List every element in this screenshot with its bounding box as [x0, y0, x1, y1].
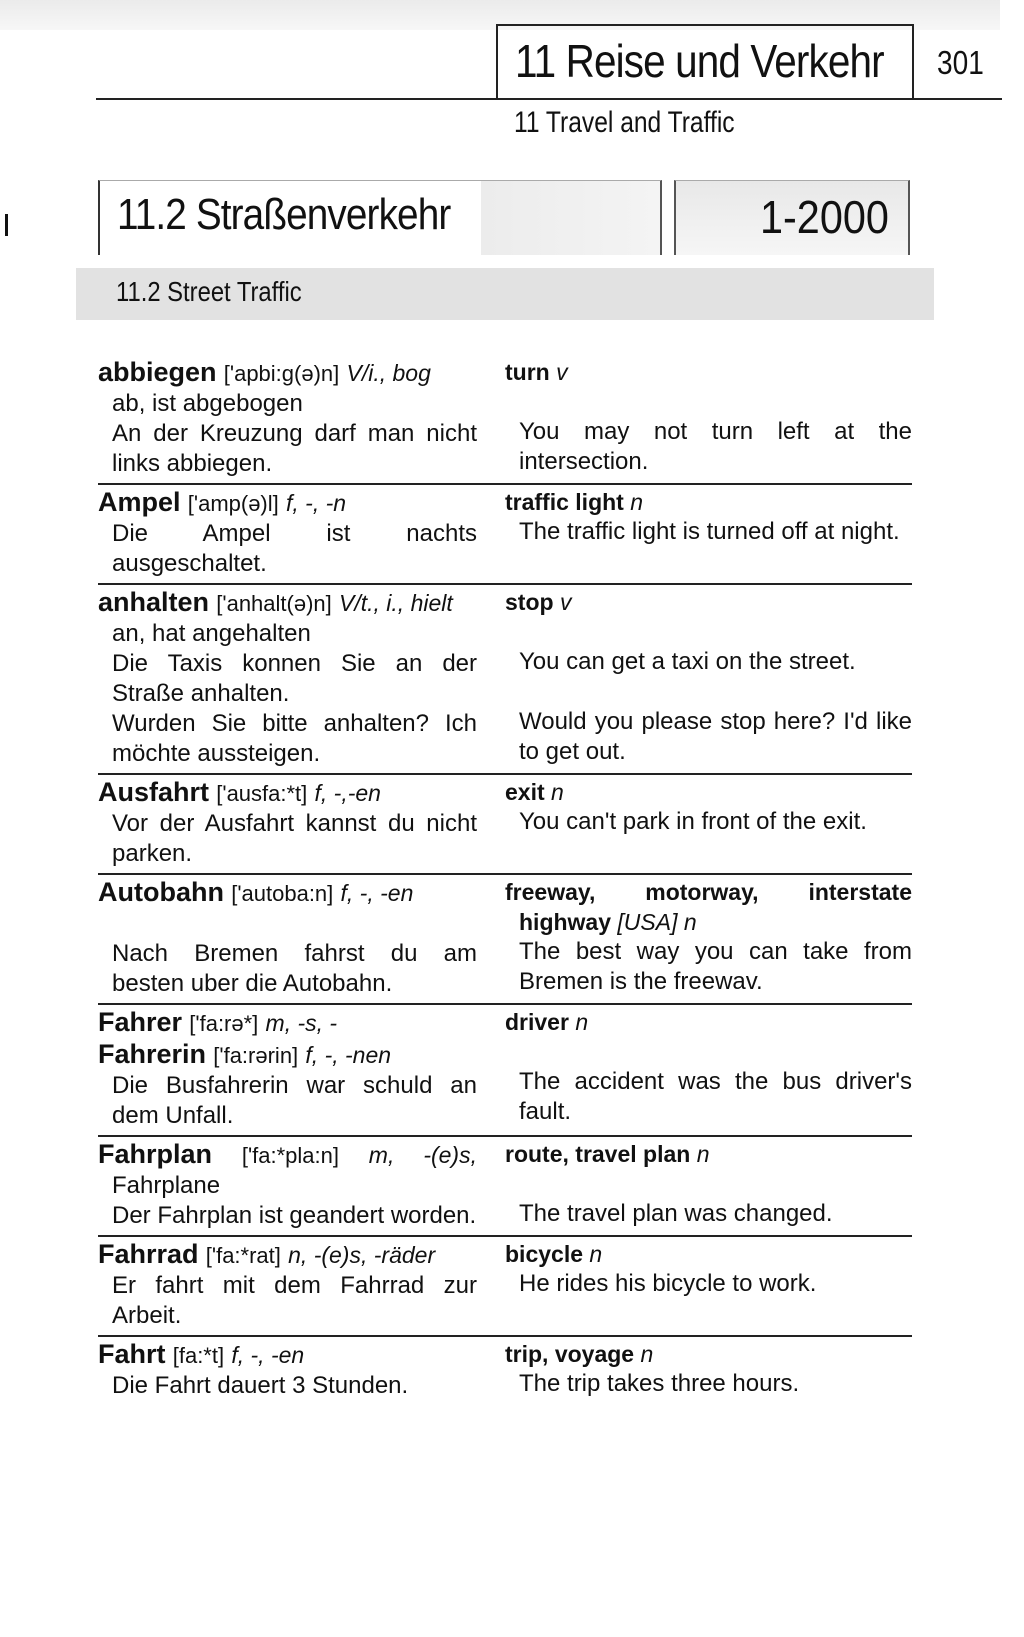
example-german: Vor der Ausfahrt kannst du nicht parken. — [112, 810, 477, 867]
headword: Autobahn — [98, 877, 224, 907]
english-column — [491, 1007, 912, 1131]
pronunciation: ['fa:*pla:n] — [241, 1143, 339, 1168]
german-column — [98, 357, 491, 479]
vocabulary-entry — [98, 485, 912, 585]
vocabulary-entry — [98, 585, 912, 775]
headword: Fahrer — [98, 1007, 183, 1037]
example-english: The travel plan was changed. — [519, 1200, 833, 1227]
translation: route, travel plan — [505, 1141, 691, 1167]
grammar-info-2: f, -, -nen — [305, 1042, 392, 1068]
example-english: The trip takes three hours. — [519, 1370, 800, 1397]
english-column — [491, 877, 912, 999]
translation: exit — [505, 779, 545, 805]
pronunciation: ['amp(ə)l] — [187, 491, 279, 516]
grammar-continuation: an, hat angehalten — [112, 620, 311, 647]
vocabulary-entry — [98, 1137, 912, 1237]
vocabulary-entry — [98, 355, 912, 485]
english-column — [491, 487, 912, 579]
headword: Fahrt — [98, 1339, 166, 1369]
pronunciation: ['anhalt(ə)n] — [216, 591, 332, 616]
part-of-speech: n — [640, 1341, 654, 1367]
pronunciation: ['ausfa:*t] — [216, 781, 308, 806]
grammar-continuation: Fahrplane — [112, 1172, 221, 1199]
pronunciation: ['autoba:n] — [231, 881, 334, 906]
german-column — [98, 877, 491, 999]
grammar-continuation: ab, ist abgebogen — [112, 390, 303, 417]
example-english: The accident was the bus driver's fault. — [519, 1068, 912, 1125]
translation: traffic light — [505, 489, 624, 515]
headword: Ausfahrt — [98, 777, 210, 807]
example-german: Nach Bremen fahrst du am besten uber die Autobahn. — [112, 940, 477, 997]
section-title: 11.2 Straßenverkehr — [117, 190, 451, 239]
example-english: He rides his bicycle to work. — [519, 1270, 817, 1297]
headword: Fahrrad — [98, 1239, 199, 1269]
part-of-speech: n — [589, 1241, 603, 1267]
example-german: Er fahrt mit dem Fahrrad zur Arbeit. — [112, 1272, 477, 1329]
translation: trip, voyage — [505, 1341, 635, 1367]
translation: bicycle — [505, 1241, 583, 1267]
example-german: An der Kreuzung darf man nicht links abbiegen. — [112, 420, 477, 477]
example-german: Der Fahrplan ist geandert worden. — [112, 1202, 477, 1229]
example-german: Die Taxis konnen Sie an der Straße anhalten. — [112, 650, 477, 707]
translation-line-2: highway — [519, 909, 612, 935]
example-english: You can't park in front of the exit. — [519, 808, 867, 835]
pronunciation: ['fa:rə*] — [189, 1011, 259, 1036]
vocabulary-entry — [98, 1337, 912, 1405]
example-english: The best way you can take from Bremen is the freewav. — [519, 938, 912, 995]
pronunciation: ['fa:*rat] — [205, 1243, 281, 1268]
german-column — [98, 487, 491, 579]
headword-2: Fahrerin — [98, 1039, 207, 1069]
vocabulary-list — [98, 355, 912, 1405]
translation: freeway, motorway, interstate — [505, 879, 912, 905]
example-german-2: Wurden Sie bitte anhalten? Ich möchte aussteigen. — [112, 710, 477, 767]
grammar-info: f, -, -en — [231, 1342, 305, 1368]
chapter-subtitle: 11 Travel and Traffic — [514, 106, 735, 139]
translation: turn — [505, 359, 550, 385]
part-of-speech: n — [551, 779, 564, 805]
grammar-info: f, -, -n — [286, 490, 347, 516]
grammar-info: f, -,-en — [314, 780, 381, 806]
german-column — [98, 777, 491, 869]
headword: anhalten — [98, 587, 210, 617]
chapter-title: 11 Reise und Verkehr — [515, 35, 884, 87]
english-column — [491, 1339, 912, 1401]
german-column — [98, 1007, 491, 1131]
english-column — [491, 357, 912, 479]
vocabulary-entry — [98, 1005, 912, 1137]
example-english: The traffic light is turned off at night. — [519, 518, 900, 545]
headword: Ampel — [98, 487, 181, 517]
english-column — [491, 587, 912, 769]
english-column — [491, 1139, 912, 1231]
example-german: Die Ampel ist nachts ausgeschaltet. — [112, 520, 477, 577]
german-column — [98, 1139, 491, 1231]
example-english: You may not turn left at the intersection. — [519, 418, 912, 475]
part-of-speech: n — [630, 489, 644, 515]
german-column — [98, 587, 491, 769]
pronunciation: [fa:*t] — [172, 1343, 225, 1368]
example-english: You can get a taxi on the street. — [519, 648, 856, 675]
part-of-speech: n — [575, 1009, 589, 1035]
english-column — [491, 777, 912, 869]
vocabulary-entry — [98, 1237, 912, 1337]
example-english-2: Would you please stop here? I'd like to get out. — [519, 708, 912, 765]
grammar-info: V/t., i., hielt — [339, 590, 453, 616]
headword: abbiegen — [98, 357, 217, 387]
headword: Fahrplan — [98, 1139, 213, 1169]
translation: stop — [505, 589, 554, 615]
grammar-info: V/i., bog — [346, 360, 431, 386]
example-german: Die Busfahrerin war schuld an dem Unfall. — [112, 1072, 477, 1129]
frequency-level-badge: 1-2000 — [760, 191, 889, 243]
grammar-info: n, -(e)s, -räder — [288, 1242, 436, 1268]
margin-mark — [5, 214, 8, 236]
german-column — [98, 1339, 491, 1401]
grammar-info: m, -s, - — [265, 1010, 338, 1036]
example-german: Die Fahrt dauert 3 Stunden. — [112, 1372, 409, 1399]
grammar-info: m, -(e)s, — [368, 1142, 477, 1168]
vocabulary-entry — [98, 875, 912, 1005]
part-of-speech: n — [683, 909, 697, 935]
part-of-speech: v — [559, 589, 572, 615]
part-of-speech: v — [556, 359, 568, 385]
pronunciation-2: ['fa:rərin] — [213, 1043, 299, 1068]
page-number: 301 — [937, 44, 984, 81]
section-subtitle: 11.2 Street Traffic — [116, 276, 302, 307]
english-column — [491, 1239, 912, 1331]
translation: driver — [505, 1009, 569, 1035]
german-column — [98, 1239, 491, 1331]
header-rule — [96, 98, 1002, 100]
pronunciation: ['apbi:g(ə)n] — [223, 361, 340, 386]
part-of-speech: n — [696, 1141, 710, 1167]
region-note: [USA] — [617, 909, 678, 935]
vocabulary-entry — [98, 775, 912, 875]
grammar-info: f, -, -en — [340, 880, 414, 906]
